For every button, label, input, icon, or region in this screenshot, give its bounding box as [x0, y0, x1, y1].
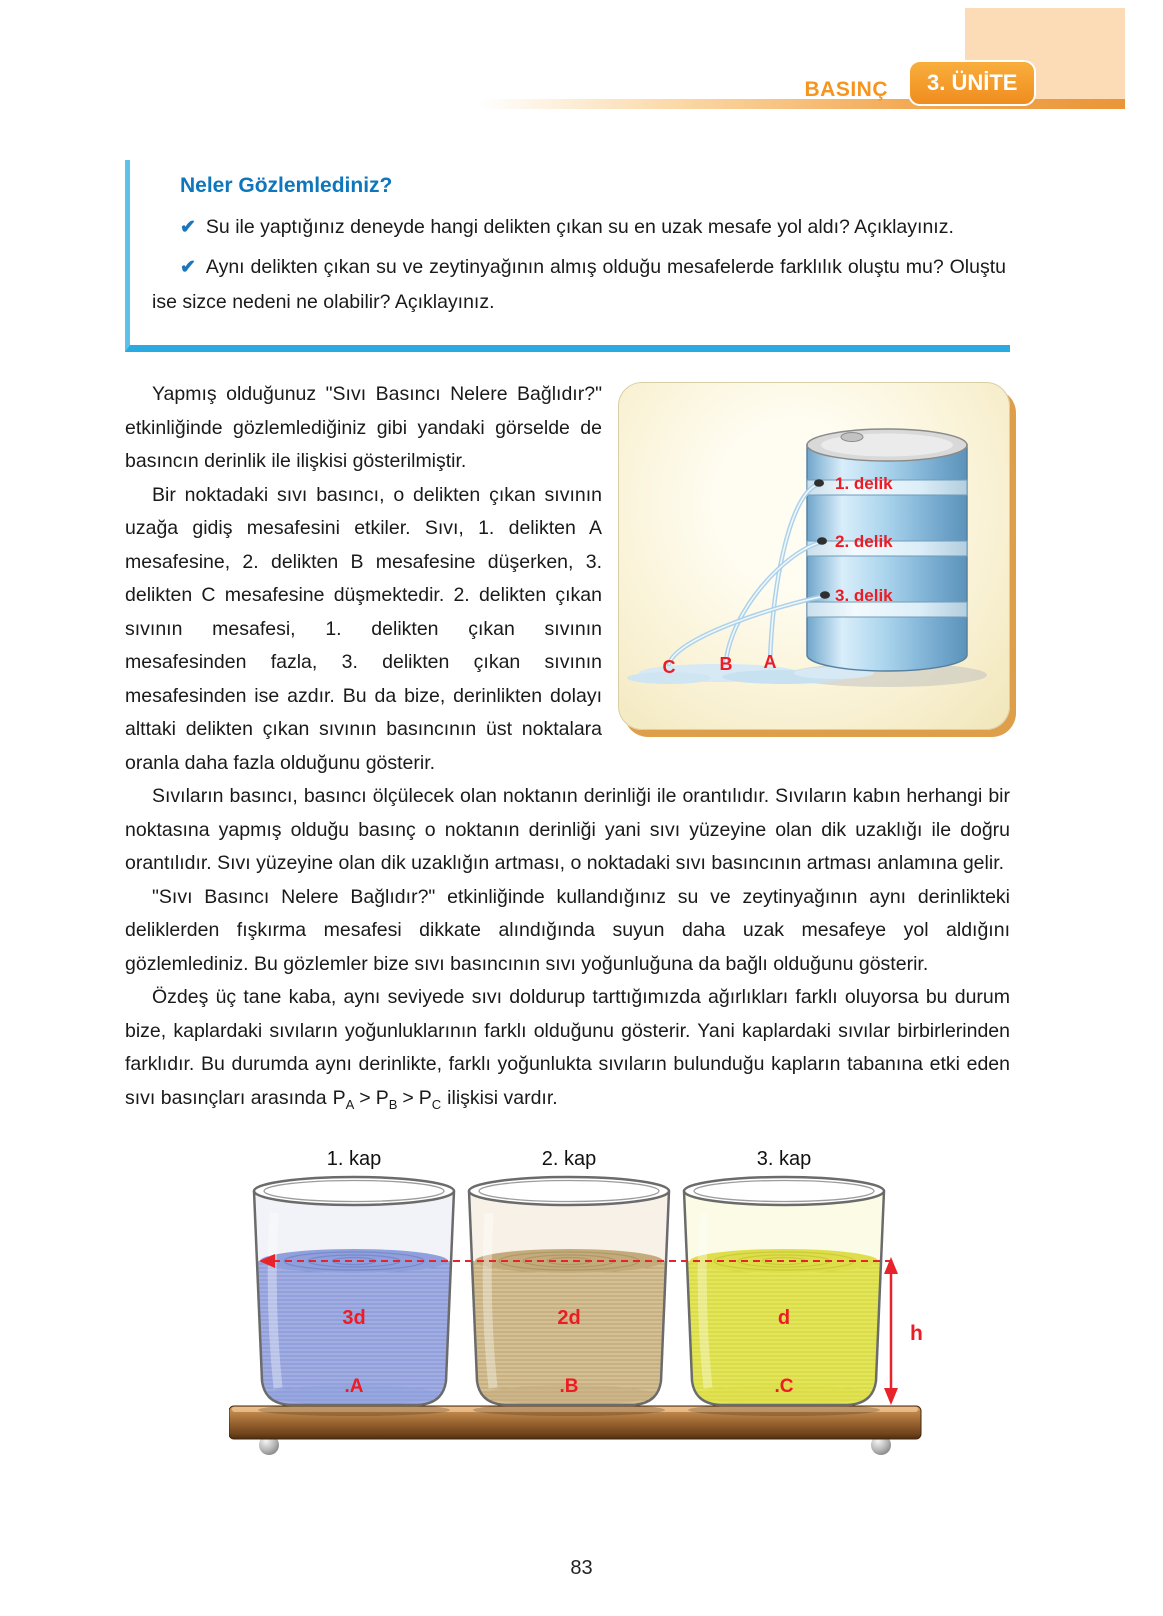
formula-p1: P	[332, 1086, 346, 1109]
paragraph-4: "Sıvı Basıncı Nelere Bağlıdır?" etkinliğinde kullandığınız su ve zeytinyağının aynı derinlikteki deliklerden fışkırma mesafesi dikkate alındığında suyun daha uzak mesafeye yol aldığını gözlemlediniz. Bu gözlemler bize sıvı basıncının sıvı yoğunluğuna da bağlı olduğunu gösterir.	[125, 885, 1010, 975]
density-label-3: d	[777, 1307, 791, 1330]
paragraph-5	[125, 981, 1010, 1121]
main-content	[125, 378, 1010, 1473]
height-label: h	[910, 1322, 923, 1346]
container-title-3: 3. kap	[756, 1148, 812, 1171]
formula-gt-2: >	[402, 1086, 414, 1109]
point-label-2: .B	[559, 1376, 579, 1398]
beakers-illustration	[229, 1143, 929, 1468]
page-number: 83	[570, 1557, 593, 1579]
formula-p3: P	[418, 1086, 432, 1109]
formula-p2: P	[375, 1086, 389, 1109]
point-label-b: B	[719, 654, 733, 675]
point-label-1: .A	[344, 1376, 364, 1398]
check-icon: ✔	[180, 217, 196, 238]
height-arrow	[884, 1257, 923, 1405]
point-label-a: A	[763, 652, 777, 673]
observation-box	[125, 160, 1010, 352]
point-label-c: C	[662, 657, 676, 678]
barrel-illustration	[619, 383, 1010, 730]
hole-label-1: 1. delik	[835, 474, 893, 494]
density-label-1: 3d	[342, 1307, 366, 1330]
beakers-figure	[229, 1143, 929, 1473]
density-label-2: 2d	[557, 1307, 581, 1330]
paragraph-2: Bir noktadaki sıvı basıncı, o delikten çıkan sıvının uzağa gidiş mesafesini etkiler. Sıvı, 1. delikten A mesafesine, 2. delikten B mesafesine düşerken, 3. delikten C mesafesine düşmektedir. 2. delikten çıkan sıvının mesafesi, 1. delikten çıkan sıvının mesafesinden fazla, 3. delikten çıkan sıvının mesafesinden ise azdır. Bu da bize, derinlikten dolayı alttaki delikten çıkan sıvının basıncının üst noktalara oranla daha fazla olduğunu gösterir.	[125, 483, 602, 774]
barrel-figure	[618, 382, 1010, 730]
observation-item-1-text: Su ile yaptığınız deneyde hangi delikten çıkan su en uzak mesafe yol aldı? Açıklayınız.	[205, 216, 954, 238]
water-streams	[669, 484, 825, 664]
section-label: BASINÇ	[804, 78, 888, 101]
formula-sub-b: B	[388, 1096, 398, 1112]
hole-label-3: 3. delik	[835, 586, 893, 606]
hole-label-2: 2. delik	[835, 532, 893, 552]
observation-title: Neler Gözlemlediniz?	[180, 174, 393, 197]
unit-badge: 3. ÜNİTE	[908, 60, 1036, 106]
formula-sub-a: A	[345, 1096, 355, 1112]
point-label-3: .C	[774, 1376, 794, 1398]
container-title-2: 2. kap	[541, 1148, 597, 1171]
pressure-formula	[332, 1086, 442, 1112]
observation-item-2-text: Aynı delikten çıkan su ve zeytinyağının almış olduğu mesafelerde farklılık oluştu mu? Oluştu ise sizce nedeni ne olabilir? Açıklayınız.	[152, 256, 1006, 313]
formula-gt-1: >	[359, 1086, 371, 1109]
formula-sub-c: C	[431, 1096, 442, 1112]
container-title-1: 1. kap	[326, 1148, 382, 1171]
paragraph-3: Sıvıların basıncı, basıncı ölçülecek olan noktanın derinliği ile orantılıdır. Sıvıların kabın herhangi bir noktasına yapmış olduğu basınç o noktanın derinliği yani sıvı yüzeyine olan dik uzaklığı ile doğru orantılıdır. Sıvı yüzeyine olan dik uzaklığın artması, o noktadaki sıvı basıncının artması anlamına gelir.	[125, 785, 1010, 875]
paragraph-1: Yapmış olduğunuz "Sıvı Basıncı Nelere Bağlıdır?" etkinliğinde gözlemlediğiniz gibi yandaki görselde de basıncın derinlik ile ilişkisi gösterilmiştir.	[125, 383, 602, 473]
check-icon: ✔	[180, 257, 196, 279]
observation-item-2	[152, 250, 1006, 319]
barrel-cap	[841, 433, 863, 442]
paragraph-5-text-before: Özdeş üç tane kaba, aynı seviyede sıvı doldurup tarttığımızda ağırlıkları farklı oluyorsa bu durum bize, kaplardaki sıvıların yoğunluklarının farklı olduğunu gösterir. Yani kaplardaki sıvılar birbirlerinden farklıdır. Bu durumda aynı derinlikte, farklı yoğunlukta sıvıların bulunduğu kapların tabanına etki eden sıvı basınçları arasında	[125, 986, 1010, 1109]
paragraph-5-text-after: ilişkisi vardır.	[447, 1086, 558, 1109]
observation-item-1	[152, 210, 1006, 244]
